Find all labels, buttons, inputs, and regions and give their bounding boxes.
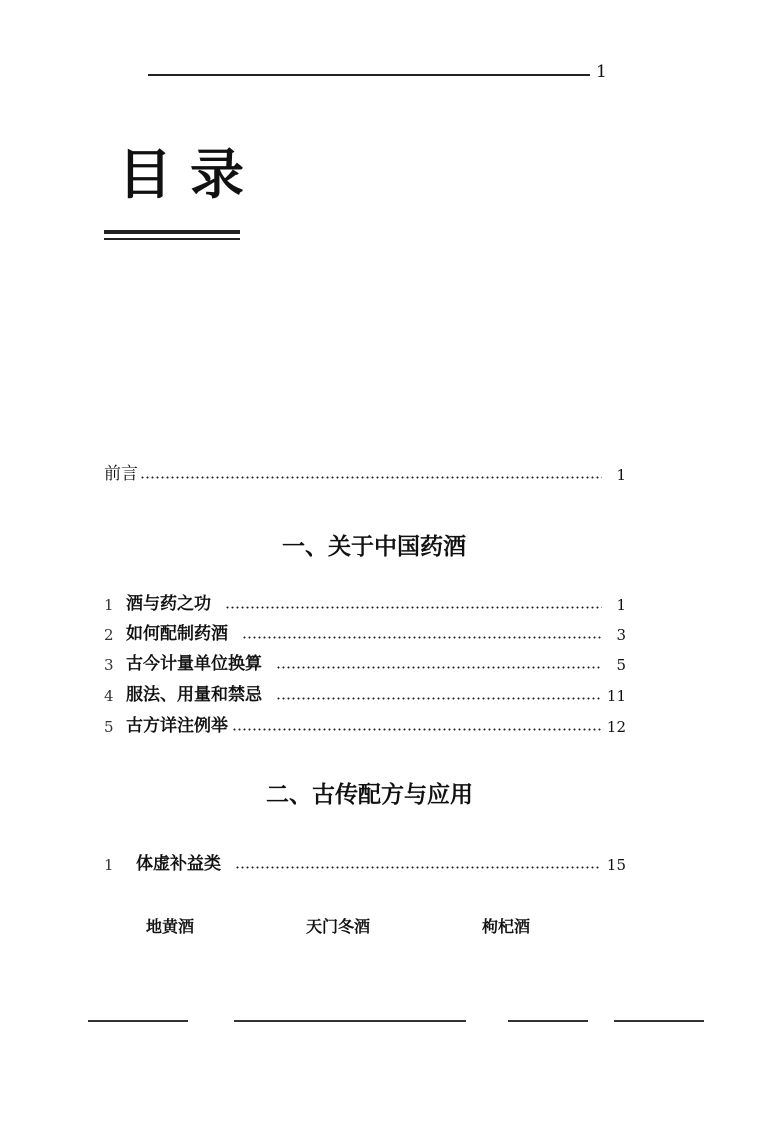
toc-leader-dots — [242, 636, 602, 639]
toc-entry[interactable] — [104, 710, 626, 736]
toc-entry-number: 2 — [104, 626, 114, 644]
toc-entry-label: 古今计量单位换算 — [126, 654, 262, 674]
toc-entry-label: 如何配制药酒 — [126, 624, 228, 644]
toc-entry-page: 1 — [616, 596, 626, 614]
bottom-rule — [508, 1020, 588, 1022]
sub-entry[interactable]: 枸杞酒 — [482, 917, 531, 936]
header-page-number: 1 — [596, 62, 607, 82]
toc-leader-dots — [235, 866, 601, 869]
bottom-rule — [614, 1020, 704, 1022]
toc-entry-number: 1 — [104, 596, 114, 614]
bottom-rule — [234, 1020, 466, 1022]
section-heading-2: 二、古传配方与应用 — [266, 782, 473, 808]
toc-entry-number: 4 — [104, 687, 114, 705]
toc-entry-page: 12 — [606, 718, 626, 736]
toc-leader-dots — [232, 728, 601, 731]
toc-entry-preface[interactable] — [104, 458, 626, 484]
header-rule — [148, 74, 590, 76]
page-title: 目录 — [118, 143, 262, 206]
sub-entry[interactable]: 地黄酒 — [146, 917, 195, 936]
toc-leader-dots — [276, 697, 601, 700]
section-heading-1: 一、关于中国药酒 — [282, 534, 466, 560]
toc-entry-page: 3 — [616, 626, 626, 644]
title-underline — [104, 230, 240, 234]
toc-entry-number: 5 — [104, 718, 114, 736]
toc-entry[interactable] — [104, 648, 626, 674]
toc-leader-dots — [276, 666, 602, 669]
toc-entry-label: 前言 — [104, 464, 138, 484]
toc-entry-page: 1 — [616, 466, 626, 484]
toc-leader-dots — [225, 606, 602, 609]
toc-entry-label: 服法、用量和禁忌 — [126, 685, 262, 705]
toc-entry-page: 11 — [606, 687, 626, 705]
sub-entry[interactable]: 天门冬酒 — [306, 917, 371, 936]
toc-entry-label: 古方详注例举 — [126, 716, 228, 736]
toc-leader-dots — [140, 476, 602, 479]
toc-entry-page: 5 — [616, 656, 626, 674]
toc-entry-label: 酒与药之功 — [126, 594, 211, 614]
toc-entry-label: 体虚补益类 — [136, 854, 221, 874]
toc-entry[interactable] — [104, 618, 626, 644]
toc-entry-number: 3 — [104, 656, 114, 674]
toc-entry[interactable] — [104, 848, 626, 874]
bottom-rule — [88, 1020, 188, 1022]
toc-entry[interactable] — [104, 679, 626, 705]
toc-entry[interactable] — [104, 588, 626, 614]
title-underline-thin — [104, 238, 240, 240]
toc-entry-page: 15 — [606, 856, 626, 874]
toc-entry-number: 1 — [104, 856, 114, 874]
